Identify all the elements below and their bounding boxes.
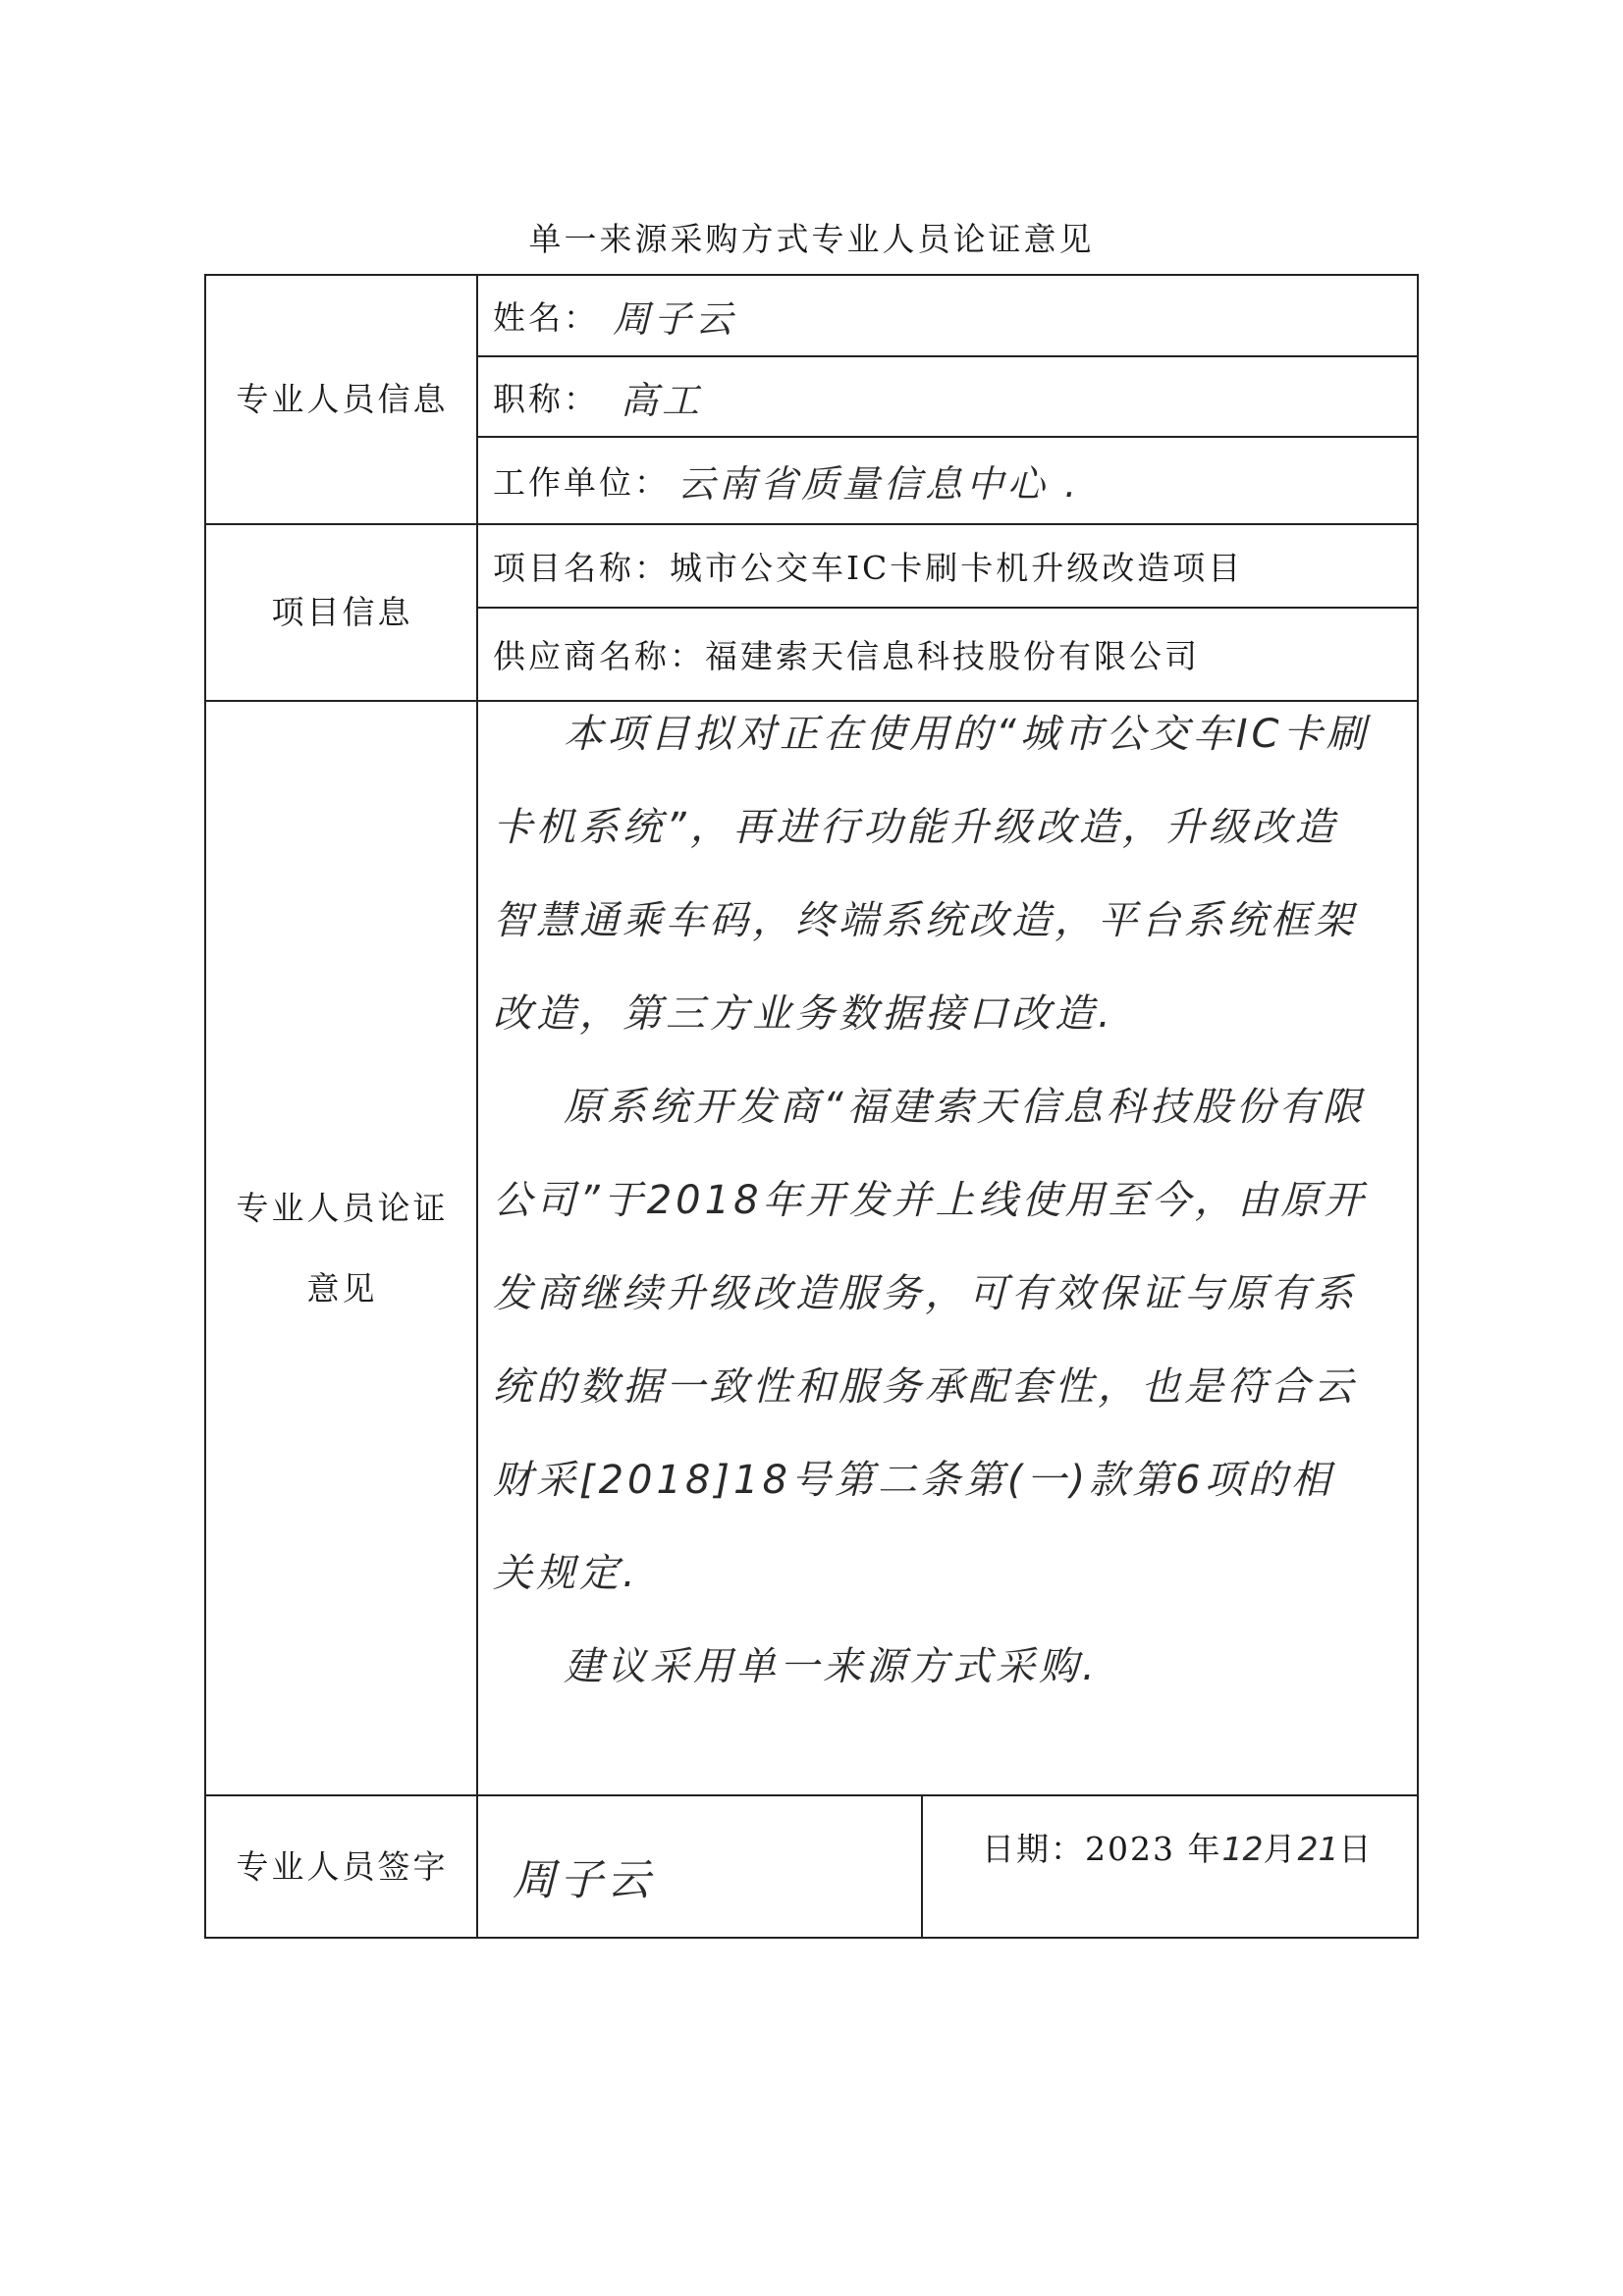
org-row (493, 438, 1080, 523)
opinion-paragraph: 本项目拟对正在使用的“城市公交车IC卡刷卡机系统”，再进行功能升级改造，升级改造智慧通乘车码，终端系统改造，平台系统框架改造，第三方业务数据接口改造. (493, 712, 1370, 1037)
signature-label: 专业人员签字 (236, 1846, 449, 1886)
page-title: 单一来源采购方式专业人员论证意见 (528, 220, 1095, 258)
opinion-form-table (204, 274, 1419, 1939)
title-value: 高工 (621, 378, 704, 422)
supplier-row (493, 609, 1200, 700)
opinion-paragraph: 原系统开发商“福建索天信息科技股份有限公司”于2018年开发并上线使用至今，由原开发商继续升级改造服务，可有效保证与原有系统的数据一致性和服务承配套性，也是符合云财采[2018]18号第二条第(一)款第6项的相关规定. (493, 1085, 1368, 1596)
supplier-value: 福建索天信息科技股份有限公司 (705, 637, 1200, 675)
opinion-text (493, 688, 1377, 1714)
org-label: 工作单位： (493, 463, 670, 502)
date-day: 21 (1297, 1830, 1339, 1868)
signature-date-divider (921, 1794, 923, 1937)
title-row (493, 357, 703, 436)
expert-info-label: 专业人员信息 (236, 380, 449, 418)
title-label: 职称： (493, 379, 599, 418)
project-name-label: 项目名称： (493, 549, 670, 587)
date-field (982, 1824, 1373, 1870)
opinion-label-line2: 意见 (306, 1268, 378, 1308)
opinion-label (206, 702, 478, 1794)
project-info-label: 项目信息 (271, 593, 413, 631)
org-value: 云南省质量信息中心 . (677, 462, 1081, 506)
date-label: 日期： (982, 1830, 1085, 1868)
year-char: 年 (1187, 1830, 1222, 1868)
signature-value: 周子云 (513, 1855, 654, 1905)
month-char: 月 (1263, 1830, 1298, 1868)
opinion-label-line1: 专业人员论证 (236, 1188, 449, 1227)
project-name-value: 城市公交车IC卡刷卡机升级改造项目 (670, 549, 1244, 587)
name-label: 姓名： (493, 298, 599, 337)
opinion-paragraph: 建议采用单一来源方式采购. (564, 1644, 1099, 1689)
name-row (493, 276, 736, 355)
date-month: 12 (1221, 1830, 1264, 1868)
day-char: 日 (1338, 1830, 1374, 1868)
project-name-row (493, 525, 1243, 607)
name-value: 周子云 (613, 297, 737, 341)
date-year: 2023 (1085, 1830, 1175, 1868)
supplier-label: 供应商名称： (493, 637, 705, 675)
